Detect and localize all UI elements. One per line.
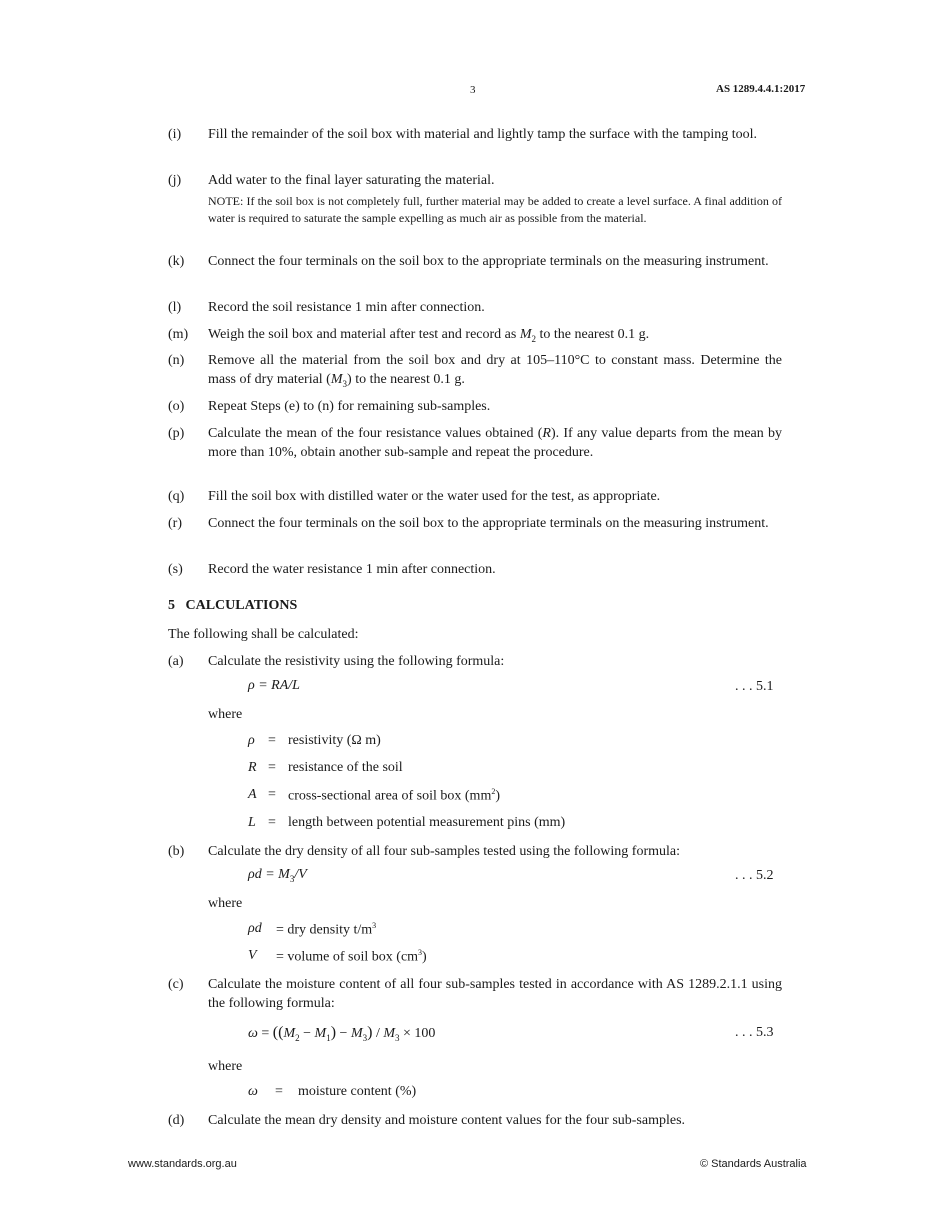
definition-text: resistivity (Ω m): [288, 733, 381, 748]
step-text: Fill the soil box with distilled water or the water used for the test, as appropriate.: [208, 489, 661, 504]
step-label: (k): [168, 254, 185, 269]
equation-number: . . . 5.1: [735, 679, 774, 694]
step-label: (o): [168, 399, 185, 414]
step-label: (p): [168, 426, 185, 441]
equation-number: . . . 5.2: [735, 868, 774, 883]
calc-b: [168, 842, 782, 861]
step-text: Calculate the moisture content of all four sub-samples tested in accordance with AS 1289.2.1.1 using the following formula:: [208, 977, 782, 1011]
where-label: where: [208, 1059, 243, 1074]
step-r: [168, 514, 782, 533]
footer-copyright: © Standards Australia: [700, 1158, 807, 1170]
definition-symbol: L: [248, 815, 256, 830]
formula-5-3: $\omega = ((M_2 - M_1) - M_3) / M_3 \times 100$: [248, 1024, 436, 1043]
step-n: [168, 351, 782, 394]
step-label: (d): [168, 1113, 185, 1128]
standard-code: AS 1289.4.4.1:2017: [716, 83, 806, 95]
step-m: [168, 325, 782, 349]
definition-equals: =: [268, 733, 276, 748]
formula-5-1: ρ = RA/L: [248, 678, 300, 693]
definition-equals: =: [268, 787, 276, 802]
definition-text: length between potential measurement pins (mm): [288, 815, 566, 830]
step-text: Add water to the final layer saturating the material.: [208, 173, 495, 188]
step-p: [168, 424, 782, 462]
step-text: Calculate the mean dry density and moisture content values for the four sub-samples.: [208, 1113, 686, 1128]
step-text: Fill the remainder of the soil box with material and lightly tamp the surface with the tamping tool.: [208, 127, 757, 142]
step-text: Weigh the soil box and material after test and record as $M_2$ to the nearest 0.1 g.: [208, 327, 650, 344]
step-label: (j): [168, 173, 182, 188]
definition-symbol: R: [248, 760, 257, 775]
definition-equals: =: [275, 1084, 283, 1099]
definition-equals: =: [268, 760, 276, 775]
definition-text: cross-sectional area of soil box $(mm^2)$: [288, 787, 500, 804]
step-label: (c): [168, 977, 184, 992]
formula-5-2: $\rho d = M_3/V$: [248, 867, 307, 884]
step-text: Calculate the dry density of all four sub-samples tested using the following formula:: [208, 844, 681, 859]
page-number: 3: [470, 84, 476, 96]
step-text: Calculate the mean of the four resistance values obtained (R). If any value departs from the mean by more than 10%, obtain another sub-sample and repeat the procedure.: [208, 426, 782, 460]
step-label: (i): [168, 127, 182, 142]
step-label: (q): [168, 489, 185, 504]
step-text: Connect the four terminals on the soil box to the appropriate terminals on the measuring instrument.: [208, 516, 769, 531]
section-heading: 5 CALCULATIONS: [168, 598, 298, 613]
definition-text: = dry density $t/m^3$: [276, 921, 377, 938]
step-text: Repeat Steps (e) to (n) for remaining sub-samples.: [208, 399, 491, 414]
step-label: (s): [168, 562, 183, 577]
definition-symbol: ω: [248, 1084, 258, 1099]
calc-a: [168, 652, 782, 671]
footer-website: www.standards.org.au: [128, 1158, 237, 1170]
where-label: where: [208, 896, 243, 911]
step-q: [168, 487, 782, 506]
where-label: where: [208, 707, 243, 722]
definition-text: = volume of soil box $(cm^3)$: [276, 948, 427, 965]
definition-symbol: ρ: [248, 733, 255, 748]
step-l: [168, 298, 782, 317]
step-label: (l): [168, 300, 182, 315]
step-s: [168, 560, 782, 579]
section-intro: The following shall be calculated:: [168, 627, 359, 642]
definition-text: resistance of the soil: [288, 760, 403, 775]
step-i: [168, 125, 782, 144]
step-label: (m): [168, 327, 189, 342]
step-j: [168, 171, 782, 190]
step-label: (a): [168, 654, 184, 669]
definition-symbol: A: [248, 787, 257, 802]
step-o: [168, 397, 782, 416]
step-k: [168, 252, 782, 271]
step-label: (n): [168, 353, 185, 368]
definition-symbol: V: [248, 948, 257, 963]
step-label: (b): [168, 844, 185, 859]
equation-number: . . . 5.3: [735, 1025, 774, 1040]
calc-c: [168, 975, 782, 1013]
definition-symbol: ρd: [248, 921, 262, 936]
step-text: Calculate the resistivity using the following formula:: [208, 654, 505, 669]
note-text: NOTE: If the soil box is not completely full, further material may be added to create a level surface. A final addition of water is required to saturate the sample expelling as much air as possible from the material.: [208, 194, 782, 225]
calc-d: [168, 1111, 782, 1130]
step-text: Connect the four terminals on the soil box to the appropriate terminals on the measuring instrument.: [208, 254, 769, 269]
definition-text: moisture content (%): [298, 1084, 417, 1099]
step-text: Record the soil resistance 1 min after connection.: [208, 300, 485, 315]
step-text: Remove all the material from the soil box and dry at 105–110°C to constant mass. Determine the mass of dry material $(M_3)$ to the nearest 0.1 g.: [208, 353, 782, 389]
step-text: Record the water resistance 1 min after connection.: [208, 562, 496, 577]
step-label: (r): [168, 516, 182, 531]
definition-equals: =: [268, 815, 276, 830]
